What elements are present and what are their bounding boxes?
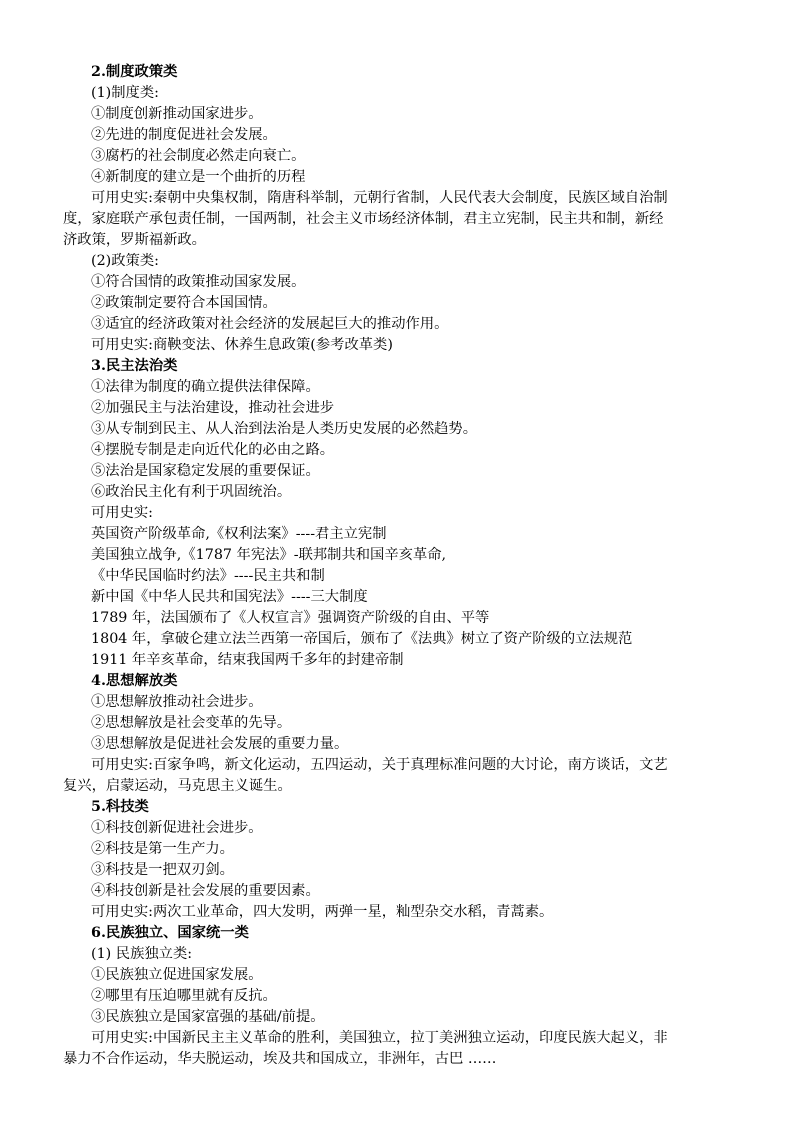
text-line: 可用史实:秦朝中央集权制，隋唐科举制，元朝行省制，人民代表大会制度，民族区域自治制 [91,190,668,206]
text-line: ⑤法治是国家稳定发展的重要保证。 [91,463,320,479]
text-line: 可用史实:商鞅变法、休养生息政策(参考改革类) [91,337,393,353]
text-line: ③腐朽的社会制度必然走向衰亡。 [91,148,306,164]
text-line: ②政策制定要符合本国国情。 [91,295,277,311]
text-line: 1789 年，法国颁布了《人权宣言》强调资产阶级的自由、平等 [91,610,490,626]
text-line: ①符合国情的政策推动国家发展。 [91,274,306,290]
text-line: ③适宜的经济政策对社会经济的发展起巨大的推动作用。 [91,316,449,332]
text-line: 暴力不合作运动，华夫脱运动，埃及共和国成立，非洲年，古巴 …… [63,1051,497,1067]
text-line: ③从专制到民主、从人治到法治是人类历史发展的必然趋势。 [91,421,478,437]
text-line: 1911 年辛亥革命，结束我国两千多年的封建帝制 [91,652,404,668]
text-line: ⑥政治民主化有利于巩固统治。 [91,484,292,500]
text-line: 新中国《中华人民共和国宪法》----三大制度 [91,589,368,605]
text-line: ①思想解放推动社会进步。 [91,694,263,710]
text-line: 济政策，罗斯福新政。 [63,232,206,248]
text-line: ①法律为制度的确立提供法律保障。 [91,379,320,395]
text-line: ④科技创新是社会发展的重要因素。 [91,883,320,899]
text-line: 《中华民国临时约法》----民主共和制 [91,568,325,584]
heading-thought-liberation: 4.思想解放类 [91,673,178,689]
text-line: 1804 年，拿破仑建立法兰西第一帝国后，颁布了《法典》树立了资产阶级的立法规范 [91,631,633,647]
text-line: 可用史实:中国新民主主义革命的胜利，美国独立，拉丁美洲独立运动，印度民族大起义，非 [91,1030,668,1046]
text-line: ③科技是一把双刃剑。 [91,862,234,878]
subheading-institutions: (1)制度类: [91,85,159,101]
text-line: ④摆脱专制是走向近代化的必由之路。 [91,442,335,458]
text-line: 英国资产阶级革命,《权利法案》----君主立宪制 [91,526,387,542]
heading-institution-policy: 2.制度政策类 [91,64,178,80]
text-line: 度，家庭联产承包责任制，一国两制，社会主义市场经济体制，君主立宪制，民主共和制，新经 [63,211,664,227]
text-line: 可用史实:百家争鸣，新文化运动，五四运动，关于真理标准问题的大讨论，南方谈话，文艺 [91,757,668,773]
text-line: ②先进的制度促进社会发展。 [91,127,277,143]
heading-technology: 5.科技类 [91,799,149,815]
text-line: ④新制度的建立是一个曲折的历程 [91,169,306,185]
subheading-national-independence: (1) 民族独立类: [91,946,193,962]
text-line: ①科技创新促进社会进步。 [91,820,263,836]
heading-independence-unification: 6.民族独立、国家统一类 [91,925,249,941]
text-line: ①制度创新推动国家进步。 [91,106,263,122]
text-line: 复兴，启蒙运动，马克思主义诞生。 [63,778,292,794]
text-line: 可用史实:两次工业革命，四大发明，两弹一星，籼型杂交水稻，青蒿素。 [91,904,554,920]
text-line: ②思想解放是社会变革的先导。 [91,715,292,731]
text-line: ②加强民主与法治建设，推动社会进步 [91,400,335,416]
text-line: ③民族独立是国家富强的基础/前提。 [91,1009,325,1025]
text-line: ②科技是第一生产力。 [91,841,234,857]
text-line: ②哪里有压迫哪里就有反抗。 [91,988,277,1004]
text-line: 可用史实: [91,505,154,521]
text-line: ③思想解放是促进社会发展的重要力量。 [91,736,349,752]
subheading-policies: (2)政策类: [91,253,159,269]
heading-democracy-rule-of-law: 3.民主法治类 [91,358,178,374]
text-line: 美国独立战争,《1787 年宪法》-联邦制共和国辛亥革命, [91,547,447,563]
text-line: ①民族独立促进国家发展。 [91,967,263,983]
